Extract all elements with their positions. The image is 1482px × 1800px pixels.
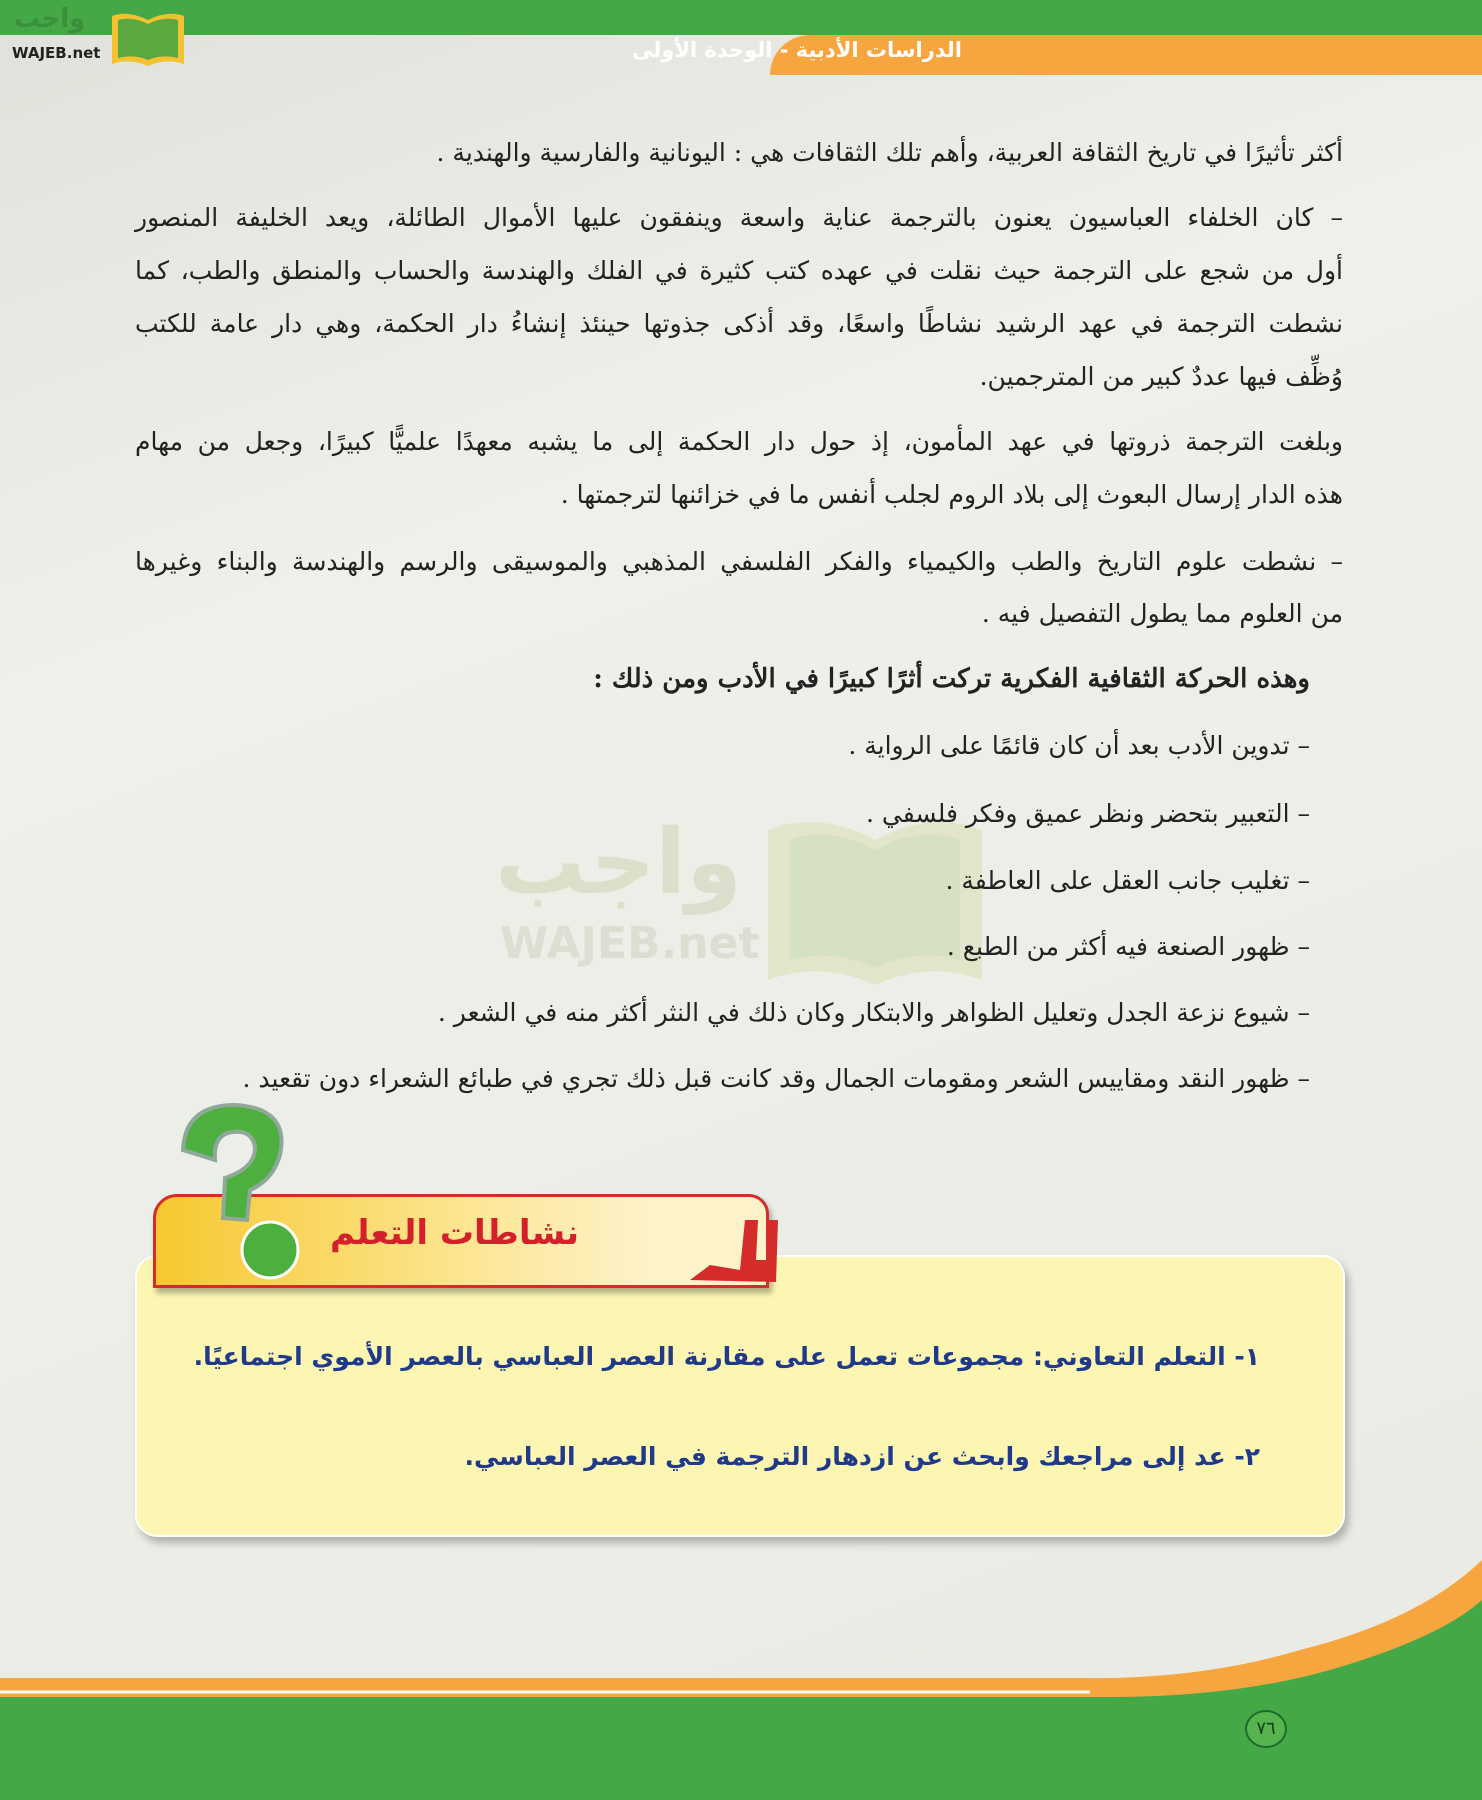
list-item: – شيوع نزعة الجدل وتعليل الظواهر والابتكار وكان ذلك في النثر أكثر منه في الشعر . bbox=[437, 998, 1310, 1027]
body-line: وبلغت الترجمة ذروتها في عهد المأمون، إذ حول دار الحكمة إلى ما يشبه معهدًا علميًّا كبيرًا، وجعل من مهام bbox=[135, 427, 1343, 456]
page-number: ٧٦ bbox=[1245, 1710, 1287, 1748]
list-item: – تدوين الأدب بعد أن كان قائمًا على الرواية . bbox=[848, 731, 1310, 760]
activities-box bbox=[135, 1255, 1345, 1537]
body-line: أول من شجع على الترجمة حيث نقلت في عهده كتب كثيرة في الفلك والهندسة والحساب والمنطق والطب، كما bbox=[135, 256, 1343, 285]
list-item: – تغليب جانب العقل على العاطفة . bbox=[945, 866, 1310, 895]
wajeb-logo bbox=[8, 4, 190, 66]
logo-english-text: WAJEB.net bbox=[12, 44, 101, 62]
activity-item: ٢- عد إلى مراجعك وابحث عن ازدهار الترجمة في العصر العباسي. bbox=[464, 1442, 1260, 1471]
banner-decoration-icon bbox=[690, 1210, 780, 1290]
footer-wave bbox=[0, 1560, 1482, 1800]
top-green-bar bbox=[0, 0, 1482, 35]
logo-arabic-text: واجب bbox=[14, 4, 86, 34]
watermark-arabic: واجب bbox=[495, 810, 742, 915]
body-line: وُظِّف فيها عددٌ كبير من المترجمين. bbox=[979, 362, 1343, 391]
watermark-english: WAJEB.net bbox=[500, 918, 760, 969]
body-line: هذه الدار إرسال البعوث إلى بلاد الروم لجلب أنفس ما في خزائنها لترجمتها . bbox=[560, 480, 1343, 509]
body-line: – كان الخلفاء العباسيون يعنون بالترجمة عناية واسعة وينفقون عليها الأموال الطائلة، ويعد الخليفة المنصور bbox=[135, 203, 1343, 232]
body-line: من العلوم مما يطول التفصيل فيه . bbox=[981, 599, 1343, 628]
body-line: نشطت الترجمة في عهد الرشيد نشاطًا واسعًا، وقد أذكى جذوتها حينئذ إنشاءُ دار الحكمة، وهي دار عامة للكتب bbox=[135, 309, 1343, 338]
body-line: – نشطت علوم التاريخ والطب والكيمياء والفكر الفلسفي المذهبي والموسيقى والرسم والهندسة والبناء وغيرها bbox=[135, 547, 1343, 576]
activity-item: ١- التعلم التعاوني: مجموعات تعمل على مقارنة العصر العباسي بالعصر الأموي اجتماعيًا. bbox=[193, 1342, 1260, 1371]
list-item: – ظهور النقد ومقاييس الشعر ومقومات الجمال وقد كانت قبل ذلك تجري في طبائع الشعراء دون تقعيد . bbox=[242, 1064, 1310, 1093]
section-heading: وهذه الحركة الثقافية الفكرية تركت أثرًا كبيرًا في الأدب ومن ذلك : bbox=[593, 664, 1310, 694]
list-item: – ظهور الصنعة فيه أكثر من الطبع . bbox=[946, 932, 1310, 961]
book-icon bbox=[108, 8, 188, 68]
body-line: أكثر تأثيرًا في تاريخ الثقافة العربية، وأهم تلك الثقافات هي : اليونانية والفارسية والهندية . bbox=[436, 138, 1343, 167]
question-mark-icon bbox=[175, 1100, 305, 1280]
header-title: الدراسات الأدبية - الوحدة الأولى bbox=[632, 38, 962, 62]
activities-title: نشاطات التعلم bbox=[330, 1213, 579, 1253]
list-item: – التعبير بتحضر ونظر عميق وفكر فلسفي . bbox=[866, 799, 1310, 828]
